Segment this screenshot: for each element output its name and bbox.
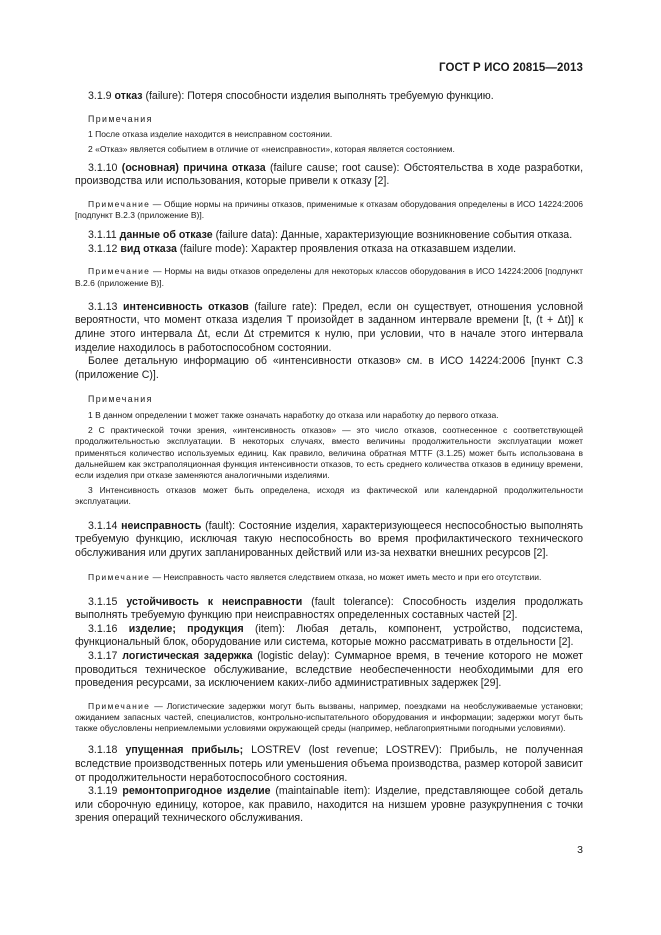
note-item: 2 «Отказ» является событием в отличие от «неисправности», которая является состоянием. <box>88 144 455 155</box>
term-3-1-9: 3.1.9 отказ (failure): Потеря способности изделия выполнять требуемую функцию. <box>88 90 494 102</box>
note-label: Примечание <box>88 572 151 583</box>
note-label: Примечание <box>88 198 151 209</box>
notes-heading: Примечания <box>88 113 153 124</box>
term-3-1-13: 3.1.13 интенсивность отказов (failure rate): Предел, если он существует, отношения условной вероятности, что момент отказа изделия T произойдет в заданном интервале времени [t, (t + Δt)] к длине этого интервала Δt, если Δt стремится к нулю, при условии, что в начале этого интервала изделие находилось в работоспособном состоянии. <box>75 300 583 354</box>
document-body <box>75 90 583 826</box>
term-3-1-11: 3.1.11 данные об отказе (failure data): Данные, характеризующие возникновение события отказа. <box>88 229 573 242</box>
notes-heading: Примечания <box>88 394 153 405</box>
term-title: (основная) причина отказа <box>121 161 266 174</box>
term-title: интенсивность отказов <box>122 300 249 313</box>
term-title: вид отказа <box>120 242 177 255</box>
term-3-1-18: 3.1.18 упущенная прибыль; LOSTREV (lost revenue; LOSTREV): Прибыль, не полученная вследствие производственных потерь или уменьшения объема производства, размер которой зависит от продолжительности неработоспособного состояния. <box>75 744 584 784</box>
term-title: логистическая задержка <box>122 649 253 662</box>
term-3-1-19: 3.1.19 ремонтопригодное изделие (maintainable item): Изделие, представляющее собой деталь или сборочную единицу, которое, как правило, находится на низшем уровне разукрупнения с точки зрения операций технического обслуживания. <box>75 785 583 825</box>
document-header: ГОСТ Р ИСО 20815—2013 <box>438 62 583 74</box>
note-item: 1 В данном определении t может также означать наработку до отказа или наработку до первого отказа. <box>88 409 499 420</box>
term-3-1-10: 3.1.10 (основная) причина отказа (failure cause; root cause): Обстоятельства в ходе разработки, производства или использования, которые привели к отказу [2]. <box>75 161 584 188</box>
term-3-1-13-more: Более детальную информацию об «интенсивности отказов» см. в ИСО 14224:2006 [пункт С.3 (приложение С)]. <box>75 355 583 381</box>
term-title: неисправность <box>121 519 202 532</box>
note-item: 3 Интенсивность отказов может быть определена, исходя из фактической или календарной продолжительности эксплуатации. <box>75 485 583 507</box>
term-title: устойчивость к неисправности <box>126 595 303 608</box>
term-3-1-14: 3.1.14 неисправность (fault): Состояние изделия, характеризующееся неспособностью выполнять требуемую функцию, исключая такую неспособность во время профилактического технического обслуживания или других запланированных действий или из-за нехватки внешних ресурсов [2]. <box>75 519 583 559</box>
term-3-1-17: 3.1.17 логистическая задержка (logistic delay): Суммарное время, в течение которого не может проводиться техническое обслуживание, вследствие необеспеченности необходимыми для его проведения ресурсами, за исключением каких-либо административных задержек [29]. <box>75 649 583 690</box>
page-number: 3 <box>577 844 583 856</box>
term-title: изделие; продукция <box>128 622 244 635</box>
term-title: ремонтопригодное изделие <box>122 785 271 798</box>
note-3-1-14: Примечание — Неисправность часто является следствием отказа, но может иметь место и при его отсутствии. <box>88 572 542 583</box>
note-3-1-17: Примечание — Логистические задержки могут быть вызваны, например, поездками на необслуживаемые установки; ожиданием запасных частей, специалистов, контрольно-испытательного оборудования и информации; задержки могут быть также обусловлены неприемлемыми условиями окружающей среды (например, неблагоприятными погодными условиями). <box>75 700 583 734</box>
note-item: 2 С практической точки зрения, «интенсивность отказов» — это число отказов, соотнесенное с соответствующей продолжительностью эксплуатации. В некоторых случаях, вместо величины продолжительности эксплуатации может применяться количество используемых единиц. Как правило, величина обратная MTTF (3.1.25) может быть использована в дальнейшем как экстраполяционная функция интенсивности отказов, то есть среднего количества отказов в единицу времени, если изделия при отказе заменяются аналогичными изделиями. <box>75 425 583 480</box>
term-title: данные об отказе <box>119 229 213 242</box>
term-3-1-12: 3.1.12 вид отказа (failure mode): Характер проявления отказа на отказавшем изделии. <box>88 242 517 255</box>
term-3-1-16: 3.1.16 изделие; продукция (item): Любая деталь, компонент, устройство, подсистема, функциональный блок, оборудование или система, которые можно рассматривать в отдельности [2]. <box>75 622 583 649</box>
note-label: Примечание <box>88 266 151 277</box>
term-title: упущенная прибыль; <box>125 744 244 757</box>
term-3-1-15: 3.1.15 устойчивость к неисправности (fault tolerance): Способность изделия продолжать выполнять требуемую функцию при неисправностях определенных составных частей [2]. <box>75 595 583 622</box>
note-3-1-12: Примечание — Нормы на виды отказов определены для некоторых классов оборудования в ИСО 14224:2006 [подпункт В.2.6 (приложение В)]. <box>75 266 583 288</box>
note-3-1-10: Примечание — Общие нормы на причины отказов, применимые к отказам оборудования определены в ИСО 14224:2006 [подпункт B.2.3 (приложение В)]. <box>75 198 583 220</box>
note-item: 1 После отказа изделие находится в неисправном состоянии. <box>88 129 333 140</box>
note-label: Примечание <box>88 700 151 711</box>
term-title: отказ <box>114 90 143 102</box>
